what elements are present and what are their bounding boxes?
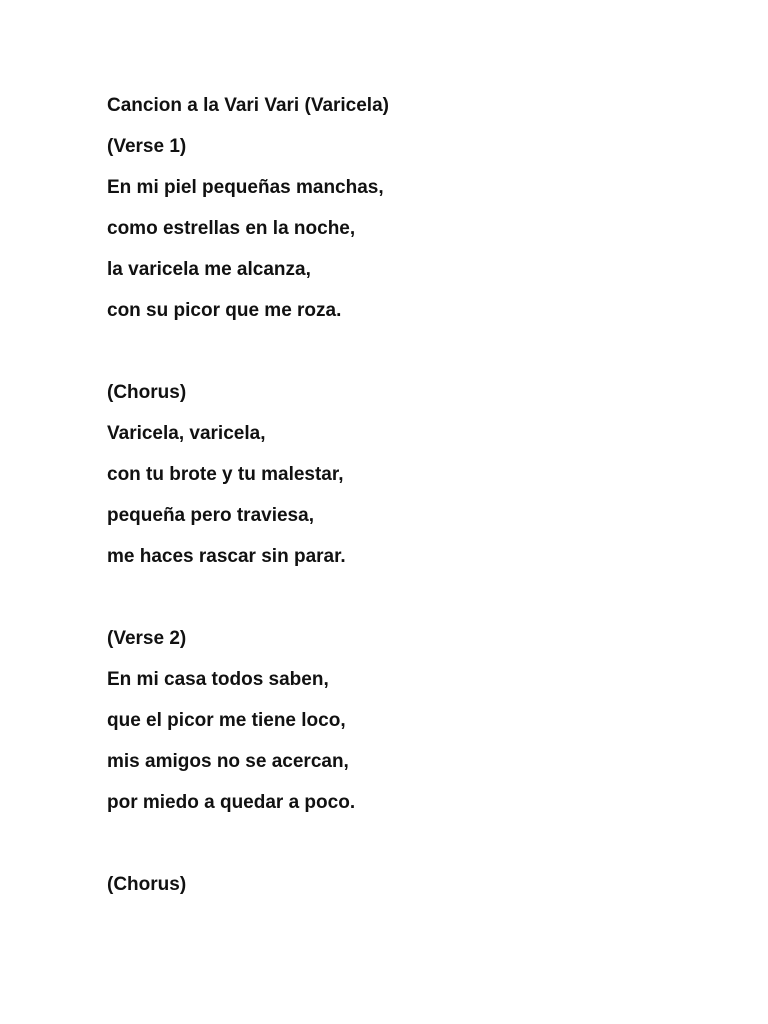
section-heading-verse-2: (Verse 2) bbox=[107, 628, 187, 649]
blank-line bbox=[107, 581, 727, 622]
lyric-line: En mi casa todos saben, bbox=[107, 669, 329, 690]
lyric-line: pequeña pero traviesa, bbox=[107, 505, 314, 526]
section-heading-verse-1: (Verse 1) bbox=[107, 136, 187, 157]
lyric-line: mis amigos no se acercan, bbox=[107, 751, 349, 772]
section-heading-chorus: (Chorus) bbox=[107, 382, 187, 403]
lyric-line: la varicela me alcanza, bbox=[107, 259, 311, 280]
lyric-line: con su picor que me roza. bbox=[107, 300, 342, 321]
song-title: Cancion a la Vari Vari (Varicela) bbox=[107, 95, 389, 116]
lyric-line: En mi piel pequeñas manchas, bbox=[107, 177, 384, 198]
lyric-line: como estrellas en la noche, bbox=[107, 218, 356, 239]
blank-line bbox=[107, 827, 727, 868]
lyric-line: por miedo a quedar a poco. bbox=[107, 792, 356, 813]
section-heading-chorus-repeat: (Chorus) bbox=[107, 874, 187, 895]
lyric-line: con tu brote y tu malestar, bbox=[107, 464, 344, 485]
song-text bbox=[107, 89, 727, 909]
lyric-line: me haces rascar sin parar. bbox=[107, 546, 346, 567]
lyric-line: Varicela, varicela, bbox=[107, 423, 266, 444]
lyric-line: que el picor me tiene loco, bbox=[107, 710, 346, 731]
blank-line bbox=[107, 335, 727, 376]
